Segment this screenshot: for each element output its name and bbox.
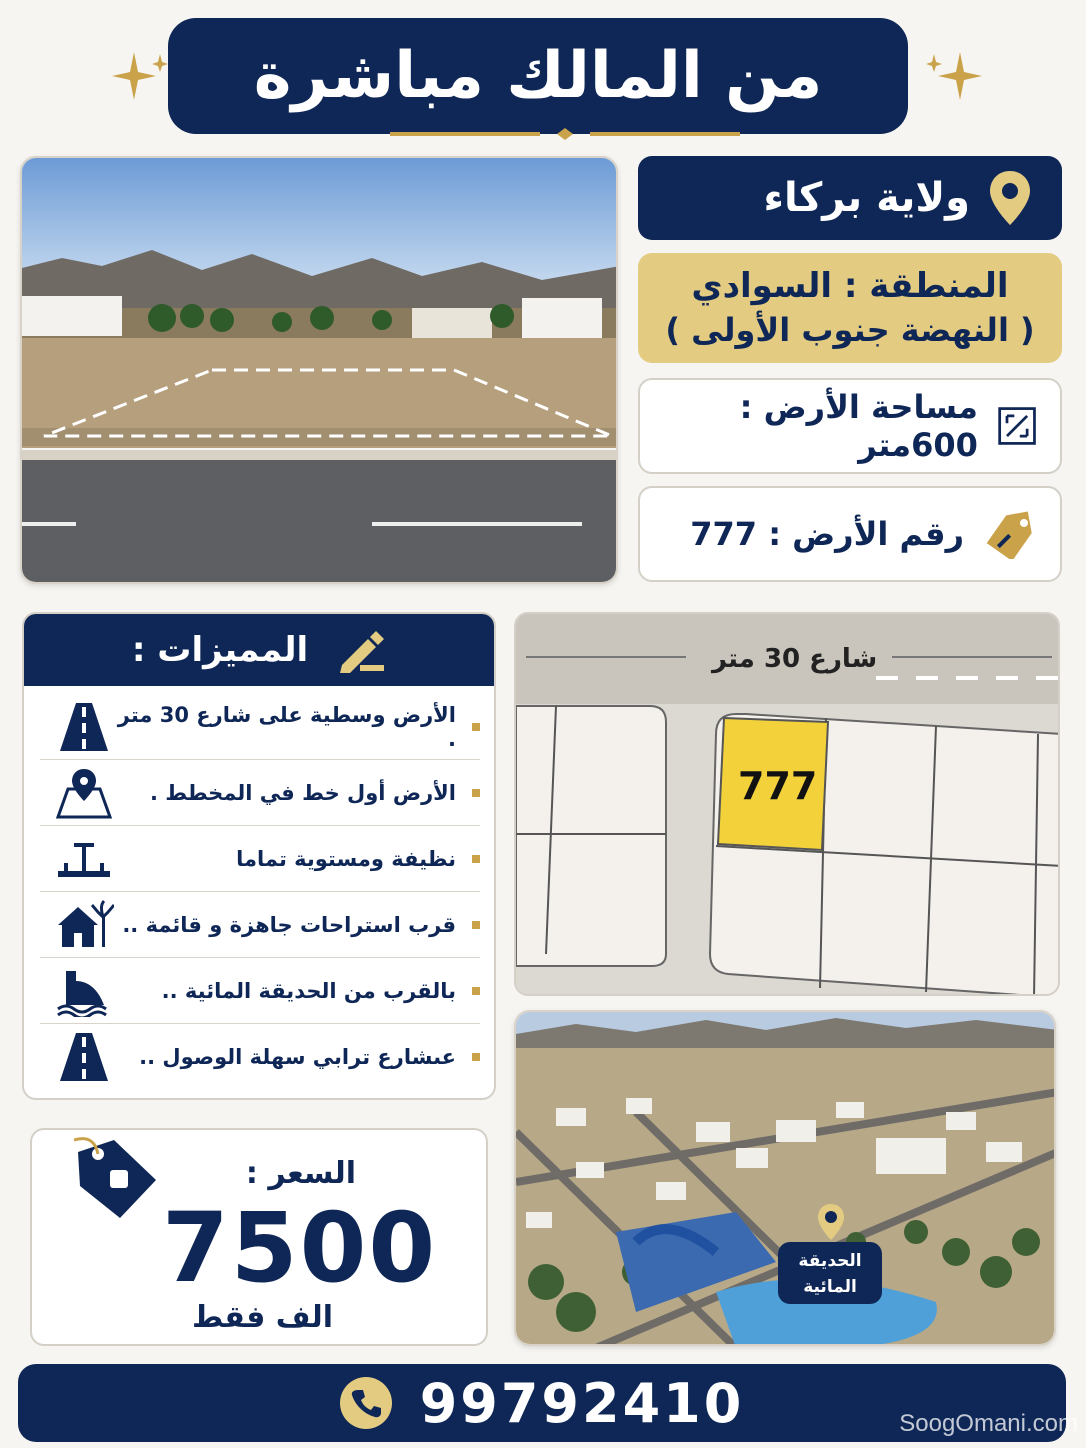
location-banner [638, 156, 1062, 240]
watermark: SoogOmani.com [899, 1410, 1078, 1437]
price-unit: الف فقط [192, 1300, 334, 1335]
sparkle-left-icon [104, 40, 174, 110]
header-banner [168, 18, 908, 134]
feature-bullet [472, 855, 480, 863]
features-header [24, 614, 494, 686]
area-measure-icon [996, 403, 1038, 449]
house-palm-icon [54, 899, 114, 951]
water-park-label-line1: الحديقة [798, 1251, 862, 1271]
sparkle-right-icon [920, 40, 990, 110]
feature-text-4: قرب استراحات جاهزة و قائمة .. [122, 912, 456, 937]
road-icon [54, 1031, 114, 1083]
plot-plan [514, 612, 1060, 996]
feature-row-3 [40, 826, 480, 892]
water-park-label-line2: المائية [803, 1277, 857, 1297]
map-location-icon [54, 767, 114, 819]
area-box [638, 253, 1062, 363]
flat-land-icon [54, 833, 114, 885]
feature-bullet [472, 921, 480, 929]
feature-text-1: الأرض وسطية على شارع 30 متر . [117, 702, 456, 751]
feature-row-5 [40, 958, 480, 1024]
phone-icon [340, 1377, 392, 1429]
land-number-text: رقم الأرض : 777 [690, 515, 964, 553]
price-tag-icon [68, 1134, 162, 1224]
feature-text-6: عىشارع ترابي سهلة الوصول .. [139, 1045, 456, 1069]
feature-bullet [472, 789, 480, 797]
area-subname: ( النهضة جنوب الأولى ) [665, 311, 1035, 349]
map-pin-icon [988, 169, 1032, 227]
area-name: المنطقة : السوادي [691, 266, 1009, 306]
water-park-label [778, 1242, 882, 1304]
feature-row-4 [40, 892, 480, 958]
page-title: من المالك مباشرة [253, 39, 823, 113]
feature-row-6 [40, 1024, 480, 1090]
header-underline [390, 128, 740, 140]
land-photo-illustration [22, 158, 618, 584]
price-panel [30, 1128, 488, 1346]
land-size-box [638, 378, 1062, 474]
features-title: المميزات : [131, 630, 309, 670]
feature-bullet [472, 987, 480, 995]
feature-bullet [472, 1053, 480, 1061]
feature-text-2: الأرض أول خط في المخطط . [149, 780, 456, 805]
phone-number[interactable]: 99792410 [419, 1371, 745, 1435]
price-label: السعر : [245, 1156, 356, 1191]
feature-text-5: بالقرب من الحديقة المائية .. [161, 978, 456, 1003]
plot-number-label: 777 [738, 764, 818, 808]
location-text: ولاية بركاء [763, 175, 970, 221]
features-panel [22, 612, 496, 1100]
land-photo [20, 156, 618, 584]
map-pin-icon [816, 1202, 846, 1242]
street-label: شارع 30 متر [702, 644, 887, 674]
pencil-ruler-icon [334, 627, 386, 673]
feature-row-2 [40, 760, 480, 826]
road-icon [54, 701, 114, 753]
aerial-photo [514, 1010, 1056, 1346]
water-slide-icon [54, 965, 114, 1017]
feature-bullet [472, 723, 480, 731]
feature-text-3: نظيفة ومستوية تماما [236, 846, 456, 871]
price-tag-icon [982, 509, 1038, 559]
land-number-box [638, 486, 1062, 582]
land-size-text: مساحة الأرض : 600متر [739, 388, 978, 464]
feature-row-1 [40, 694, 480, 760]
price-value: 7500 [162, 1192, 438, 1304]
